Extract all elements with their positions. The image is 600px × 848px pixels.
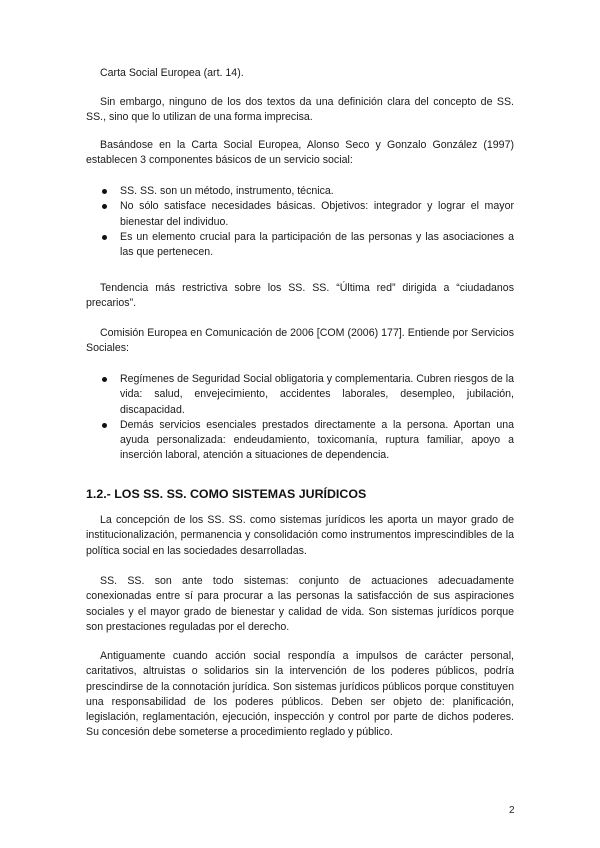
- servicios-list: [86, 372, 514, 464]
- paragraph-antiguamente: Antiguamente cuando acción social respondía a impulsos de carácter personal, caritativos, altruistas o solidarios sin la intervención de los poderes públicos, podría prescindirse de la connotación jurídica. Son sistemas jurídicos públicos porque constituyen una responsabilidad de los poderes públicos. Deben ser objeto de: planificación, legislación, reglamentación, ejecución, inspección y control por parte de dichos poderes. Su concesión debe someterse a procedimiento reglado y público.: [86, 650, 514, 739]
- paragraph-carta-social: Carta Social Europea (art. 14).: [100, 67, 244, 79]
- bullet-icon: [102, 189, 107, 194]
- list-item: SS. SS. son un método, instrumento, técnica.: [86, 184, 514, 199]
- bullet-icon: [102, 235, 107, 240]
- bullet-icon: [102, 423, 107, 428]
- list-item: Regímenes de Seguridad Social obligatoria y complementaria. Cubren riesgos de la vida: salud, envejecimiento, accidentes laborales, desempleo, jubilación, discapacidad.: [86, 372, 514, 418]
- list-item: No sólo satisface necesidades básicas. Objetivos: integrador y lograr el mayor bienestar del individuo.: [86, 199, 514, 230]
- section-heading: 1.2.- LOS SS. SS. COMO SISTEMAS JURÍDICOS: [86, 487, 367, 501]
- list-item: Demás servicios esenciales prestados directamente a la persona. Aportan una ayuda personalizada: endeudamiento, toxicomanía, ruptura familiar, apoyo a inserción laboral, atención a situaciones de dependencia.: [86, 418, 514, 464]
- paragraph-tendencia: Tendencia más restrictiva sobre los SS. SS. “Última red” dirigida a “ciudadanos precarios”.: [86, 282, 514, 310]
- bullet-icon: [102, 204, 107, 209]
- paragraph-basandose: Basándose en la Carta Social Europea, Alonso Seco y Gonzalo González (1997) establecen 3 componentes básicos de un servicio social:: [86, 139, 514, 167]
- paragraph-sin-embargo: Sin embargo, ninguno de los dos textos da una definición clara del concepto de SS. SS., sino que lo utilizan de una forma imprecisa.: [86, 96, 514, 124]
- list-item: Es un elemento crucial para la participación de las personas y las asociaciones a las que pertenecen.: [86, 230, 514, 261]
- bullet-icon: [102, 377, 107, 382]
- paragraph-comision: Comisión Europea en Comunicación de 2006 [COM (2006) 177]. Entiende por Servicios Sociales:: [86, 327, 514, 355]
- components-list: [86, 184, 514, 260]
- page-number: 2: [509, 805, 515, 816]
- paragraph-sistemas: SS. SS. son ante todo sistemas: conjunto de actuaciones adecuadamente conexionadas entre sí para procurar a las personas la satisfacción de sus aspiraciones sociales y el mayor grado de bienestar y calidad de vida. Son sistemas jurídicos porque son prestaciones reguladas por el derecho.: [86, 575, 514, 633]
- paragraph-concepcion: La concepción de los SS. SS. como sistemas jurídicos les aporta un mayor grado de institucionalización, permanencia y consolidación como instrumentos imprescindibles de la política social en las sociedades desarrolladas.: [86, 514, 514, 557]
